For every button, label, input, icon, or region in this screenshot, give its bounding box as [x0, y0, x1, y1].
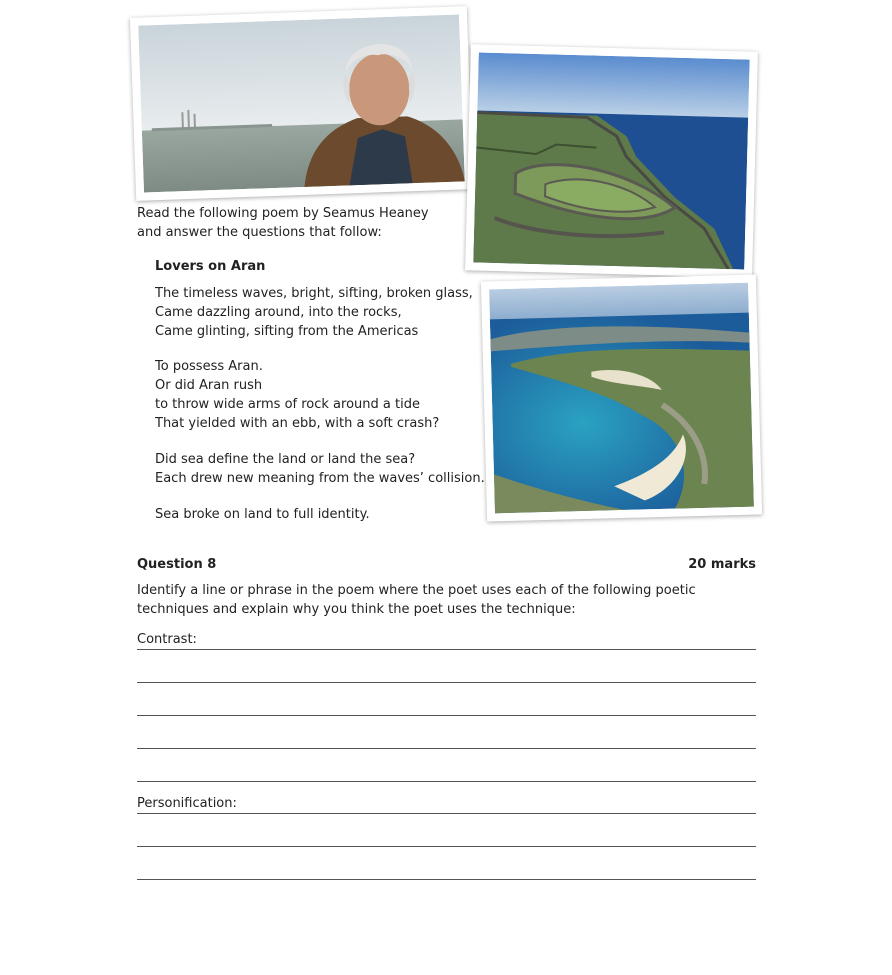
question-instruction: Identify a line or phrase in the poem where the poet uses each of the following poetic techniques and explain why you think the poet uses the technique: [137, 583, 696, 617]
answer-line[interactable] [137, 879, 756, 880]
poem-stanza-4 [155, 505, 370, 524]
poem-line: Came dazzling around, into the rocks, [155, 305, 402, 320]
poem-line: Did sea define the land or land the sea? [155, 452, 416, 467]
aran-bay-photo [481, 274, 762, 521]
intro-text: Read the following poem by Seamus Heaney and answer the questions that follow: [137, 206, 429, 240]
poet-portrait-image [138, 14, 465, 192]
poem-line: That yielded with an ebb, with a soft crash? [155, 416, 440, 431]
poem-stanza-3 [155, 450, 485, 488]
answer-line[interactable] [137, 813, 756, 814]
poem-line: The timeless waves, bright, sifting, broken glass, [155, 286, 473, 301]
aran-cliffs-image [473, 52, 749, 269]
poet-portrait-photo [130, 6, 473, 201]
answer-line[interactable] [137, 846, 756, 847]
answer-line[interactable] [137, 682, 756, 683]
answer-line[interactable] [137, 781, 756, 782]
aran-bay-image [489, 283, 754, 514]
poem-line: Or did Aran rush [155, 378, 263, 393]
section-label-personification: Personification: [137, 796, 237, 811]
question-label: Question 8 [137, 557, 217, 572]
poem-line: Each drew new meaning from the waves’ collision. [155, 471, 485, 486]
poem-line: to throw wide arms of rock around a tide [155, 397, 420, 412]
poem-stanza-1 [155, 284, 473, 341]
section-label-contrast: Contrast: [137, 632, 197, 647]
answer-line[interactable] [137, 748, 756, 749]
poem-line: Sea broke on land to full identity. [155, 507, 370, 522]
aran-cliffs-photo [465, 44, 758, 277]
poem-line: Came glinting, sifting from the Americas [155, 324, 419, 339]
poem-title: Lovers on Aran [155, 259, 266, 274]
poem-stanza-2 [155, 357, 439, 433]
answer-line[interactable] [137, 649, 756, 650]
poem-line: To possess Aran. [155, 359, 263, 374]
question-marks: 20 marks [688, 557, 756, 572]
answer-line[interactable] [137, 715, 756, 716]
